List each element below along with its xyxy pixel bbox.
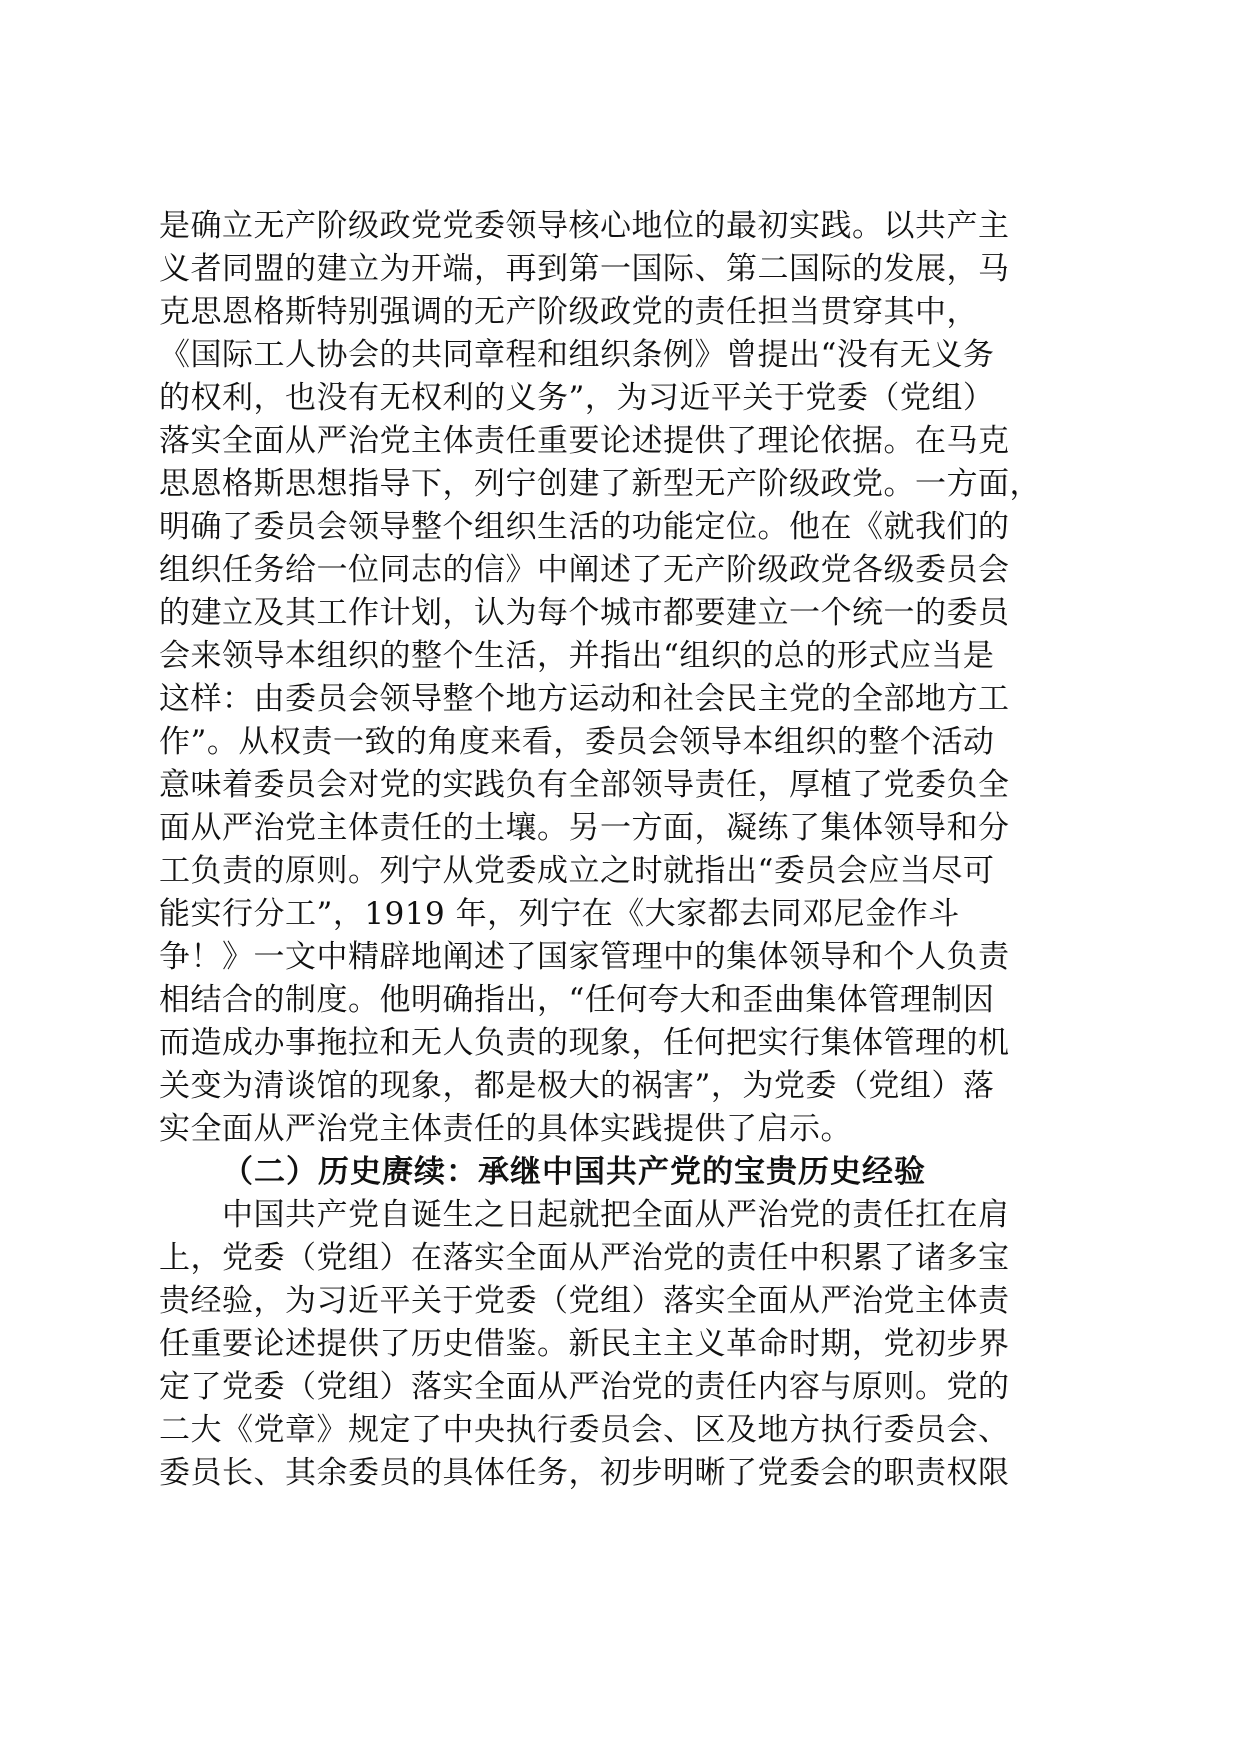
paragraph-1-line: 作”。从权责一致的角度来看，委员会领导本组织的整个活动: [159, 724, 995, 760]
paragraph-1-line: 面从严治党主体责任的土壤。另一方面，凝练了集体领导和分: [159, 810, 1010, 846]
paragraph-1-line: 义者同盟的建立为开端，再到第一国际、第二国际的发展，马: [159, 251, 1010, 287]
paragraph-1-line: 的建立及其工作计划，认为每个城市都要建立一个统一的委员: [159, 595, 1010, 631]
paragraph-1-line: 克思恩格斯特别强调的无产阶级政党的责任担当贯穿其中，: [159, 294, 978, 330]
paragraph-2-line: 二大《党章》规定了中央执行委员会、区及地方执行委员会、: [159, 1412, 1010, 1448]
paragraph-1-line: 是确立无产阶级政党党委领导核心地位的最初实践。以共产主: [159, 208, 1010, 244]
paragraph-1-line: 实全面从严治党主体责任的具体实践提供了启示。: [159, 1111, 852, 1147]
paragraph-1-line: 这样：由委员会领导整个地方运动和社会民主党的全部地方工: [159, 681, 1010, 717]
paragraph-1-line: 的权利，也没有无权利的义务”，为习近平关于党委（党组）: [159, 380, 995, 416]
paragraph-1-line: 思恩格斯思想指导下，列宁创建了新型无产阶级政党。一方面，: [159, 466, 1041, 502]
paragraph-1-line: 组织任务给一位同志的信》中阐述了无产阶级政党各级委员会: [159, 552, 1010, 588]
section-heading: （二）历史赓续：承继中国共产党的宝贵历史经验: [222, 1154, 926, 1190]
paragraph-2-line: 中国共产党自诞生之日起就把全面从严治党的责任扛在肩: [222, 1197, 1010, 1233]
paragraph-1-line: 落实全面从严治党主体责任重要论述提供了理论依据。在马克: [159, 423, 1010, 459]
paragraph-1-line: 相结合的制度。他明确指出，“任何夸大和歪曲集体管理制因: [159, 982, 995, 1018]
paragraph-1-line: 争！》一文中精辟地阐述了国家管理中的集体领导和个人负责: [159, 939, 1010, 975]
paragraph-1-line: 会来领导本组织的整个生活，并指出“组织的总的形式应当是: [159, 638, 995, 674]
paragraph-1-line: 关变为清谈馆的现象，都是极大的祸害”，为党委（党组）落: [159, 1068, 995, 1104]
paragraph-1-line: 《国际工人协会的共同章程和组织条例》曾提出“没有无义务: [159, 337, 995, 373]
paragraph-2-line: 定了党委（党组）落实全面从严治党的责任内容与原则。党的: [159, 1369, 1010, 1405]
paragraph-1-line: 能实行分工”，1919 年，列宁在《大家都去同邓尼金作斗: [159, 896, 960, 932]
paragraph-2-line: 委员长、其余委员的具体任务，初步明晰了党委会的职责权限: [159, 1455, 1010, 1491]
paragraph-2-line: 上，党委（党组）在落实全面从严治党的责任中积累了诸多宝: [159, 1240, 1010, 1276]
paragraph-1-line: 意味着委员会对党的实践负有全部领导责任，厚植了党委负全: [159, 767, 1010, 803]
paragraph-1-line: 工负责的原则。列宁从党委成立之时就指出“委员会应当尽可: [159, 853, 995, 889]
paragraph-2-line: 贵经验，为习近平关于党委（党组）落实全面从严治党主体责: [159, 1283, 1010, 1319]
paragraph-2-line: 任重要论述提供了历史借鉴。新民主主义革命时期，党初步界: [159, 1326, 1010, 1362]
paragraph-1-line: 而造成办事拖拉和无人负责的现象，任何把实行集体管理的机: [159, 1025, 1010, 1061]
paragraph-1-line: 明确了委员会领导整个组织生活的功能定位。他在《就我们的: [159, 509, 1010, 545]
